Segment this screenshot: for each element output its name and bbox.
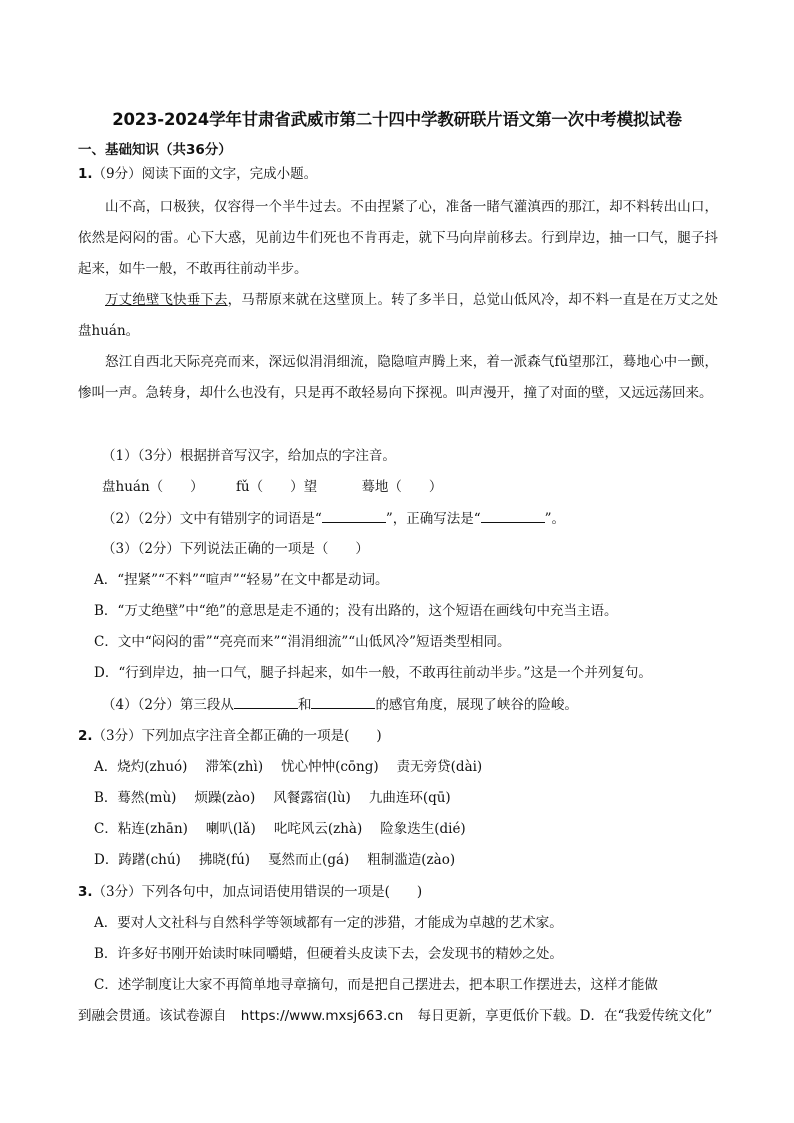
option-b: B．许多好书刚开始读时味同嚼蜡，但硬着头皮读下去，会发现书的精妙之处。 [94, 946, 563, 962]
question-text: （3分）下列各句中，加点词语使用错误的一项是( ) [92, 884, 423, 900]
passage-paragraph-3: 怒江自西北天际亮亮而来，深远似涓涓细流，隐隐喧声腾上来，着一派森气fǔ望那江，蓦地心中一颤，惨叫一声。急转身，却什么也没有，只是再不敢轻易向下探视。叫声漫开，撞了对面的壁，又远远荡回来。 [78, 354, 718, 401]
answer-blank[interactable] [481, 508, 545, 523]
question-text: ”，正确写法是“ [385, 511, 481, 527]
option-a: A．要对人文社科与自然科学等领域都有一定的涉猎，才能成为卓越的艺术家。 [94, 915, 563, 931]
sub-question-2 [102, 508, 565, 529]
question-number: 3. [78, 884, 93, 900]
option-word: 忧心忡忡(cōng) [281, 759, 379, 775]
option-c-continued [78, 1006, 712, 1026]
question-text: （4）（2分）第三段从 [102, 697, 234, 713]
pinyin-word: fǔ（ ）望 [235, 479, 318, 495]
question-text: （2）（2分）文中有错别字的词语是“ [102, 511, 322, 527]
question-3-heading [78, 882, 422, 902]
option-word: D．踌躇(chú) [94, 852, 181, 868]
passage-paragraph-2 [78, 285, 718, 347]
option-c [94, 819, 484, 839]
question-2-heading [78, 726, 382, 746]
question-1-heading [78, 164, 317, 184]
option-b: B．“万丈绝壁”中“绝”的意思是走不通的；没有出路的，这个短语在画线句中充当主语。 [94, 603, 618, 619]
option-word: 风餐露宿(lù) [273, 790, 351, 806]
option-word: C．粘连(zhān) [94, 821, 188, 837]
question-text: （3分）下列加点字注音全都正确的一项是( ) [92, 728, 382, 744]
option-word: 拂晓(fú) [198, 852, 251, 868]
option-c: C．文中“闷闷的雷”“亮亮而来”“涓涓细流”“山低风冷”短语类型相同。 [94, 634, 511, 650]
option-word: A．烧灼(zhuó) [94, 759, 188, 775]
answer-blank[interactable] [322, 508, 386, 523]
question-text: 和 [297, 697, 312, 713]
passage-paragraph-1: 山不高，口极狭，仅容得一个半牛过去。不由捏紧了心，准备一睹气灌滇西的那江，却不料转出山口，依然是闷闷的雷。心下大惑，见前边牛们死也不肯再走，就下马向岸前移去。行到岸边，抽一口气，腿子抖起来，如牛一般，不敢再往前动半步。 [78, 199, 718, 277]
answer-blank[interactable] [311, 694, 375, 709]
question-text: ”。 [544, 511, 566, 527]
paragraph-text: ，马帮原来就在这壁顶上。转了多半日，总觉山低风冷，却不料一直是在万丈之处盘huán。 [78, 292, 718, 339]
option-c: C．述学制度让大家不再简单地寻章摘句，而是把自己摆进去，把本职工作摆进去，这样才能做 [94, 977, 658, 993]
option-word: 叱咤风云(zhà) [273, 821, 363, 837]
option-d: D．“行到岸边，抽一口气，腿子抖起来，如牛一般，不敢再往前动半步。”这是一个并列复句。 [94, 665, 652, 681]
option-word: 九曲连环(qū) [368, 790, 451, 806]
option-word: 戛然而止(gá) [268, 852, 350, 868]
exam-title: 2023-2024学年甘肃省武威市第二十四中学教研联片语文第一次中考模拟试卷 [112, 110, 682, 129]
pinyin-word: 蓦地（ ） [361, 479, 443, 495]
option-d [94, 850, 473, 870]
option-word: 滞笨(zhì) [205, 759, 264, 775]
option-b [94, 788, 469, 808]
question-text: （9分）阅读下面的文字，完成小题。 [92, 166, 318, 182]
option-text: 每日更新，享更低价下载。D．在“我爱传统文化” [417, 1008, 713, 1024]
option-text: 到融会贯通。该试卷源自 [78, 1008, 227, 1024]
underlined-sentence: 万丈绝壁飞快垂下去 [105, 292, 228, 308]
sub-question-3: （3）（2分）下列说法正确的一项是（ ） [102, 541, 369, 557]
option-a [94, 757, 500, 777]
sub-question-1: （1）（3分）根据拼音写汉字，给加点的字注音。 [102, 448, 396, 464]
option-word: 喇叭(lǎ) [205, 821, 256, 837]
option-word: 责无旁贷(dài) [396, 759, 483, 775]
option-word: 烦躁(zào) [194, 790, 256, 806]
pinyin-words-row [102, 477, 460, 497]
option-word: 险象迭生(dié) [380, 821, 466, 837]
option-word: 粗制滥造(zào) [367, 852, 456, 868]
answer-blank[interactable] [234, 694, 298, 709]
pinyin-word: 盘huán（ ） [102, 479, 204, 495]
question-number: 1. [78, 166, 93, 182]
source-link[interactable]: https://www.mxsj663.cn [240, 1008, 404, 1024]
question-number: 2. [78, 728, 93, 744]
option-a: A．“捏紧”“不料”“喧声”“轻易”在文中都是动词。 [94, 572, 389, 588]
question-text: 的感官角度，展现了峡谷的险峻。 [375, 697, 578, 713]
sub-question-4 [102, 694, 578, 715]
option-word: B．蓦然(mù) [94, 790, 177, 806]
section-heading: 一、基础知识（共36分） [78, 142, 232, 158]
